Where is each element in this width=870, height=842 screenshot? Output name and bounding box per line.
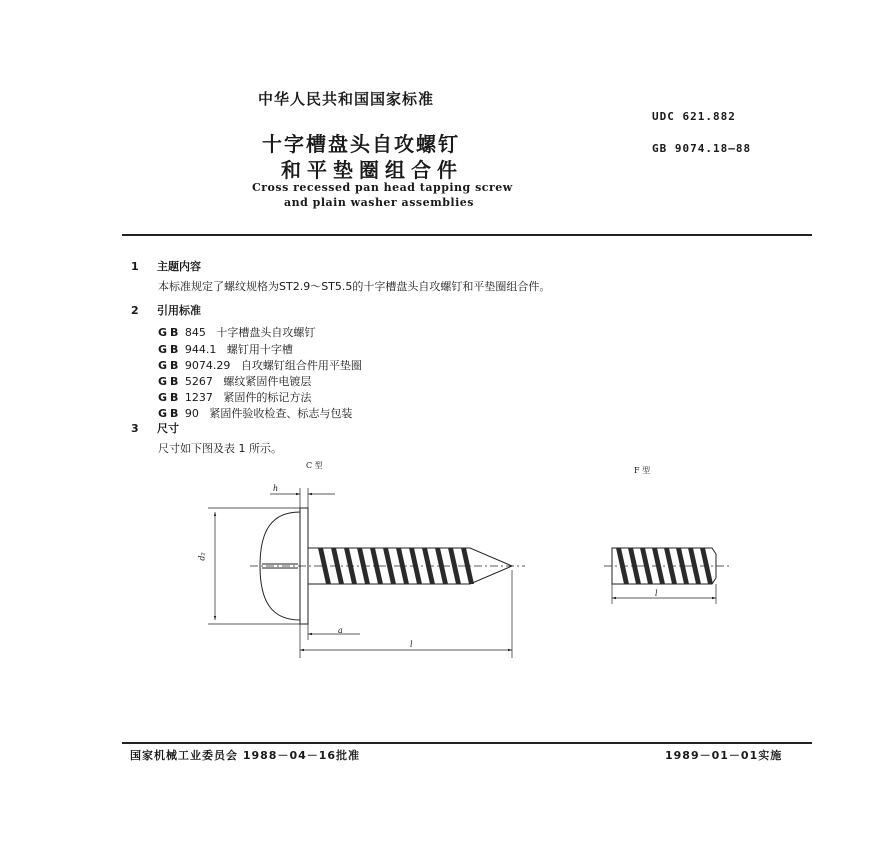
reference-code: GB (158, 391, 182, 404)
reference-title: 十字槽盘头自攻螺钉 (216, 326, 316, 339)
thread-flank (344, 548, 357, 584)
title-line-2: 和平垫圈组合件 (281, 158, 463, 182)
reference-code: GB (158, 375, 182, 388)
effective-date: 1989－01－01实施 (665, 749, 783, 762)
section-title: 引用标准 (157, 304, 201, 317)
section-number: 1 (131, 260, 139, 273)
gb-number: GB 9074.18—88 (652, 142, 752, 155)
reference-code: GB (158, 326, 182, 339)
reference-number: 1237 (184, 391, 213, 404)
reference-title: 紧固件的标记方法 (223, 391, 312, 404)
caption-f-type: F 型 (634, 466, 651, 475)
dim-label-a: a (338, 626, 343, 635)
footer-rule (122, 742, 812, 744)
english-title-line-2: and plain washer assemblies (284, 196, 474, 209)
reference-number: 944.1 (184, 343, 217, 356)
reference-title: 螺钉用十字槽 (226, 343, 293, 356)
standard-name: 中华人民共和国国家标准 (258, 90, 435, 108)
dim-label-h: h (273, 484, 279, 493)
dim-label-d2: d₂ (197, 552, 207, 561)
section-number: 3 (131, 422, 139, 435)
english-title-line-1: Cross recessed pan head tapping screw (252, 181, 513, 194)
section-title: 尺寸 (157, 422, 179, 435)
reference-number: 9074.29 (184, 359, 231, 372)
udc-number: UDC 621.882 (652, 110, 736, 123)
reference-number: 90 (184, 407, 199, 420)
dim-label-l-f-type: l (655, 589, 658, 598)
section-3-text: 尺寸如下图及表 1 所示。 (158, 442, 282, 455)
reference-title: 自攻螺钉组合件用平垫圈 (240, 359, 362, 372)
approval-info: 国家机械工业委员会 1988－04－16批准 (130, 749, 361, 762)
reference-number: 845 (184, 326, 206, 339)
reference-code: GB (158, 359, 182, 372)
dim-label-l: l (410, 640, 413, 649)
caption-c-type: C 型 (306, 461, 323, 470)
reference-title: 螺纹紧固件电镀层 (223, 375, 312, 388)
reference-code: GB (158, 343, 182, 356)
reference-title: 紧固件验收检查、标志与包装 (209, 407, 353, 420)
reference-code: GB (158, 407, 182, 420)
reference-number: 5267 (184, 375, 213, 388)
section-title: 主题内容 (157, 260, 201, 273)
section-1-text: 本标准规定了螺纹规格为ST2.9～ST5.5的十字槽盘头自攻螺钉和平垫圈组合件。 (158, 280, 551, 293)
section-number: 2 (131, 304, 139, 317)
title-line-1: 十字槽盘头自攻螺钉 (262, 132, 460, 156)
